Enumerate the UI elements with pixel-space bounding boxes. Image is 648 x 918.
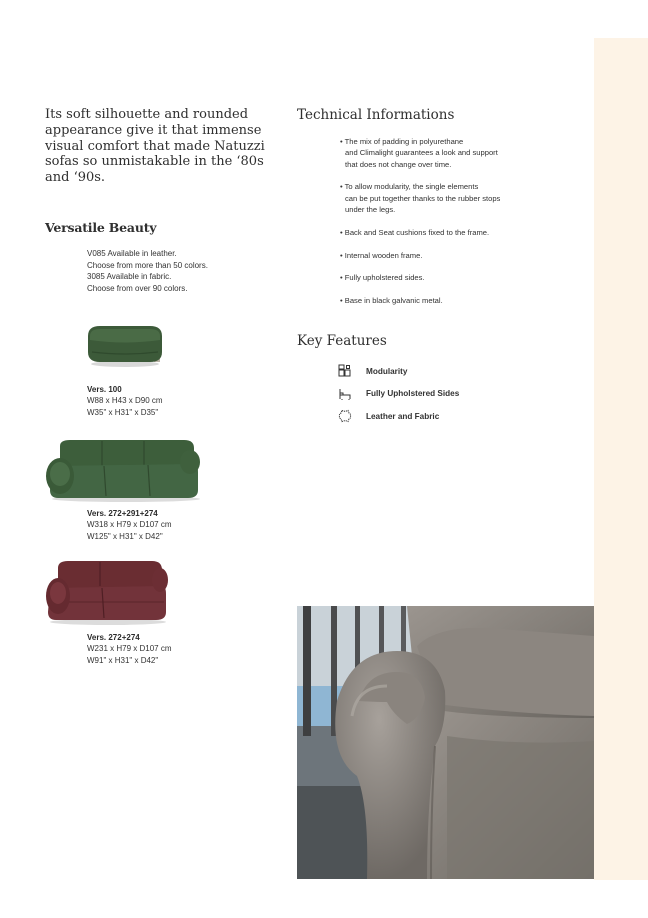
technical-line: • To allow modularity, the single elements — [340, 182, 479, 192]
technical-item — [340, 295, 550, 306]
technical-item — [340, 250, 550, 261]
variant-dimensions-cm: W88 x H43 x D90 cm — [87, 396, 163, 406]
key-features-list — [338, 360, 459, 428]
upholstered-sides-icon — [338, 387, 352, 401]
feature-label: Fully Upholstered Sides — [366, 389, 460, 399]
variant-name: Vers. 272+291+274 — [87, 509, 158, 518]
technical-line: can be put together thanks to the rubber stops — [345, 193, 501, 203]
variant-dimensions-inch: W91" x H31" x D42" — [87, 655, 159, 665]
leather-fabric-icon — [338, 409, 352, 423]
key-features-title: Key Features — [297, 333, 387, 349]
technical-line: • Back and Seat cushions fixed to the frame. — [340, 227, 490, 237]
variant-dimensions-cm: W318 x H79 x D107 cm — [87, 520, 172, 530]
availability-line: Choose from over 90 colors. — [87, 283, 188, 293]
pouf-image — [84, 322, 166, 368]
modularity-icon — [338, 364, 352, 378]
variant-dimensions-inch: W35" x H31" x D35" — [87, 407, 159, 417]
feature-label: Modularity — [366, 366, 408, 376]
technical-item — [340, 227, 550, 238]
variant-dimensions-cm: W231 x H79 x D107 cm — [87, 644, 172, 654]
availability-line: 3085 Available in fabric. — [87, 272, 172, 281]
technical-item — [340, 181, 550, 215]
availability-line: V085 Available in leather. — [87, 249, 177, 258]
variant-dimensions-inch: W125" x H31" x D42" — [87, 531, 163, 541]
availability-line: Choose from more than 50 colors. — [87, 260, 208, 270]
variant-pouf — [87, 384, 163, 418]
sofa-closeup-photo — [297, 606, 594, 879]
decorative-side-band — [594, 38, 648, 880]
feature-label: Leather and Fabric — [366, 411, 440, 421]
technical-item — [340, 136, 550, 170]
technical-line: and Climalight guarantees a look and support — [345, 148, 498, 158]
variant-name: Vers. 272+274 — [87, 633, 140, 642]
feature-item — [338, 383, 459, 406]
three-seat-sofa-image — [44, 438, 204, 504]
feature-item — [338, 360, 459, 383]
variant-two-seat — [87, 632, 171, 666]
versatile-title: Versatile Beauty — [45, 220, 157, 235]
technical-line: • Fully upholstered sides. — [340, 273, 425, 283]
technical-line: • The mix of padding in polyurethane — [340, 137, 464, 146]
feature-item — [338, 405, 459, 428]
two-seat-sofa-image — [44, 558, 170, 626]
variant-name: Vers. 100 — [87, 385, 122, 394]
technical-line: • Internal wooden frame. — [340, 250, 423, 260]
intro-text: Its soft silhouette and rounded appearance give it that immense visual comfort that made Natuzzi sofas so unmistakable in the ‘80s and ‘90s. — [45, 107, 265, 186]
availability-text — [87, 248, 208, 294]
technical-item — [340, 272, 550, 283]
variant-three-seat — [87, 508, 171, 542]
technical-list — [340, 136, 550, 318]
technical-line: under the legs. — [345, 204, 396, 214]
technical-title: Technical Informations — [297, 107, 455, 123]
technical-line: that does not change over time. — [345, 159, 452, 169]
technical-line: • Base in black galvanic metal. — [340, 296, 443, 306]
